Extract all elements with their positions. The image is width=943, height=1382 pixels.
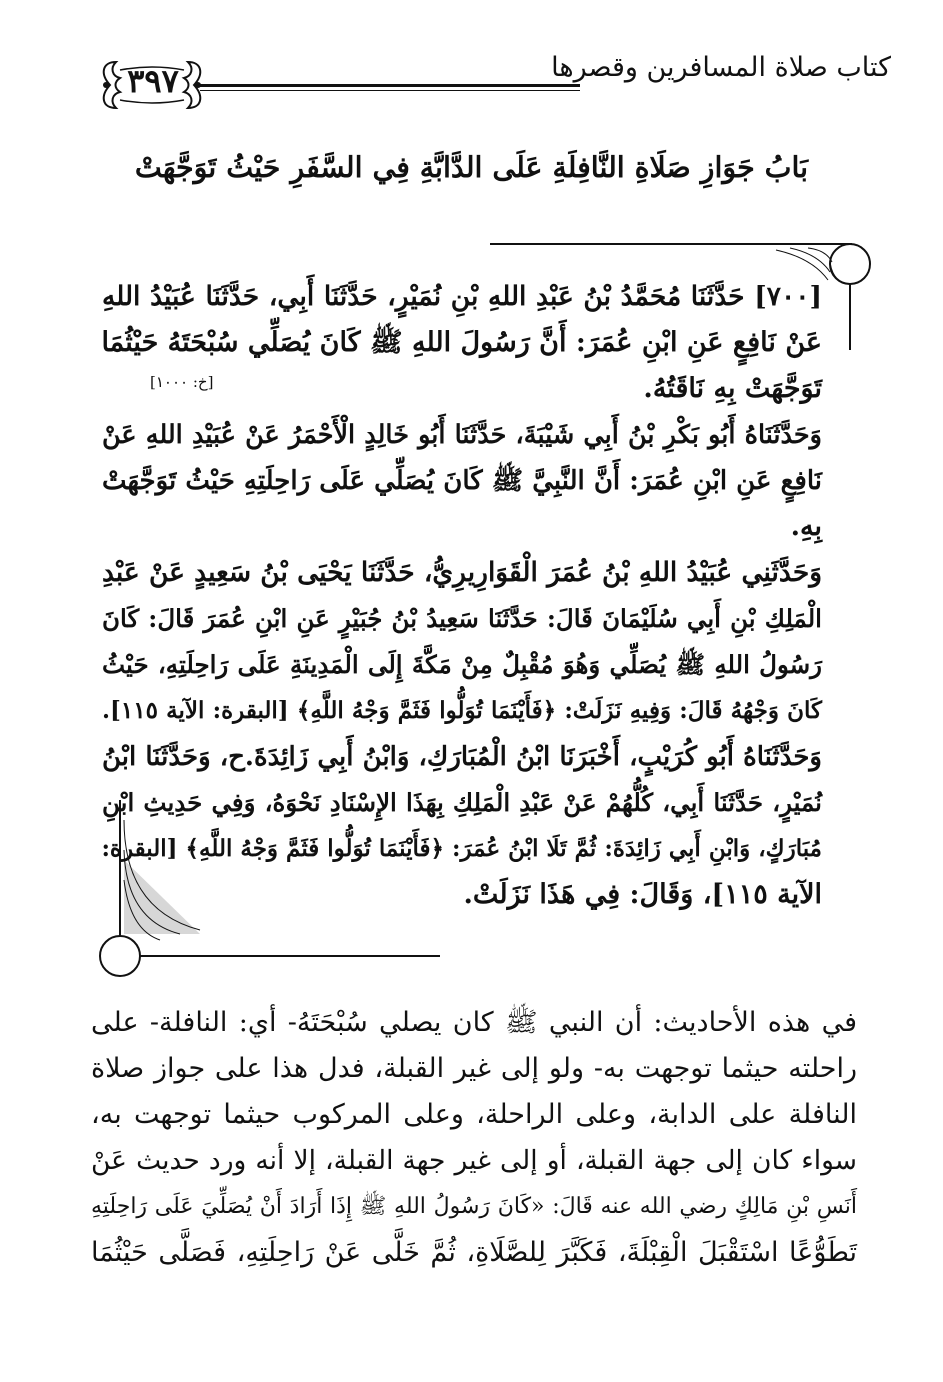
hadith-line-7: وَحَدَّثَنِي عُبَيْدُ اللهِ بْنُ عُمَرَ الْقَوَارِيرِيُّ، حَدَّثَنَا يَحْيَى بْنُ سَعِيدٍ عَنْ عَبْدِ [102,557,822,588]
commentary-line-4: سواء كان إلى جهة القبلة، أو إلى غير جهة القبلة، إلا أنه ورد حديث عَنْ [91,1145,857,1176]
chapter-heading: بَابُ جَوَازِ صَلَاةِ النَّافِلَةِ عَلَى الدَّابَّةِ فِي السَّفَرِ حَيْثُ تَوَجَّهَتْ [134,150,809,184]
commentary-line-5: أَنَسِ بْنِ مَالِكٍ رضي الله عنه قَالَ: «كَانَ رَسُولُ اللهِ ﷺ إِذَا أَرَادَ أَنْ يُصَلِّيَ عَلَى رَاحِلَتِهِ [91,1194,857,1219]
commentary-line-2: راحلته حيثما توجهت به- ولو إلى غير القبلة، فدل هذا على جواز صلاة [91,1053,857,1084]
hadith-line-9: رَسُولُ اللهِ ﷺ يُصَلِّي وَهُوَ مُقْبِلٌ مِنْ مَكَّةَ إِلَى الْمَدِينَةِ عَلَى رَاحِلَتِهِ، حَيْثُ [102,650,822,679]
commentary-line-3: النافلة على الدابة، وعلى الراحلة، وعلى المركوب حيثما توجهت به، [91,1099,857,1130]
commentary-line-6: تَطَوُّعًا اسْتَقْبَلَ الْقِبْلَةَ، فَكَبَّرَ لِلصَّلَاةِ، ثُمَّ خَلَّى عَنْ رَاحِلَتِهِ، فَصَلَّى حَيْثُمَا [91,1237,857,1268]
commentary-line-1: في هذه الأحاديث: أن النبي ﷺ كان يصلي سُبْحَتَهُ- أي: النافلة- على [91,1007,857,1038]
hadith-line-5: نَافِعٍ عَنِ ابْنِ عُمَرَ: أَنَّ النَّبِيَّ ﷺ كَانَ يُصَلِّي عَلَى رَاحِلَتِهِ حَيْثُ تَوَجَّهَتْ [102,466,822,496]
hadith-frame [90,240,880,980]
hadith-line-4: وَحَدَّثَنَاهُ أَبُو بَكْرِ بْنُ أَبِي شَيْبَةَ، حَدَّثَنَا أَبُو خَالِدٍ الْأَحْمَرُ عَنْ عُبَيْدِ اللهِ عَنْ [102,420,822,450]
page-number: ٣٩٧ [127,62,179,100]
hadith-line-8: الْمَلِكِ بْنِ أَبِي سُلَيْمَانَ قَالَ: حَدَّثَنَا سَعِيدُ بْنُ جُبَيْرٍ عَنِ ابْنِ عُمَرَ قَالَ: كَانَ [102,604,822,633]
hadith-line-12: نُمَيْرٍ، حَدَّثَنَا أَبِي، كُلُّهُمْ عَنْ عَبْدِ الْمَلِكِ بِهَذَا الإِسْنَادِ نَحْوَهُ، وَفِي حَدِيثِ ابْنِ [102,788,822,817]
hadith-line-2: عَنْ نَافِعٍ عَنِ ابْنِ عُمَرَ: أَنَّ رَسُولَ اللهِ ﷺ كَانَ يُصَلِّي سُبْحَتَهُ حَيْثُمَا [101,327,822,358]
hadith-line-14: الآية ١١٥]، وَقَالَ: فِي هَذَا نَزَلَتْ. [463,879,822,910]
hadith-line-13: مُبَارَكٍ، وَابْنِ أَبِي زَائِدَةَ: ثُمَّ تَلَا ابْنُ عُمَرَ: ﴿فَأَيْنَمَا تُوَلُّوا فَثَمَّ وَجْهُ اللَّهِ﴾ [البقرة: [101,835,822,862]
hadith-line-6: بِهِ. [790,511,822,542]
hadith-line-1: [٧٠٠] حَدَّثَنَا مُحَمَّدُ بْنُ عَبْدِ اللهِ بْنِ نُمَيْرٍ، حَدَّثَنَا أَبِي، حَدَّثَنَا عُبَيْدُ اللهِ [102,281,822,312]
bukhari-reference: [خ: ١٠٠٠] [150,373,214,391]
running-title: كتاب صلاة المسافرين وقصرها [551,52,891,83]
hadith-line-10: كَانَ وَجْهُهُ قَالَ: وَفِيهِ نَزَلَتْ: ﴿فَأَيْنَمَا تُوَلُّوا فَثَمَّ وَجْهُ اللَّهِ﴾ [البقرة: الآية ١١٥]. [102,697,822,724]
hadith-line-11: وَحَدَّثَنَاهُ أَبُو كُرَيْبٍ، أَخْبَرَنَا ابْنُ الْمُبَارَكِ، وَابْنُ أَبِي زَائِدَةَ.ح، وَحَدَّثَنَا ابْنُ [102,742,822,772]
header-rule [200,84,580,91]
hadith-line-3: تَوَجَّهَتْ بِهِ نَاقَتُهُ. [643,373,822,404]
